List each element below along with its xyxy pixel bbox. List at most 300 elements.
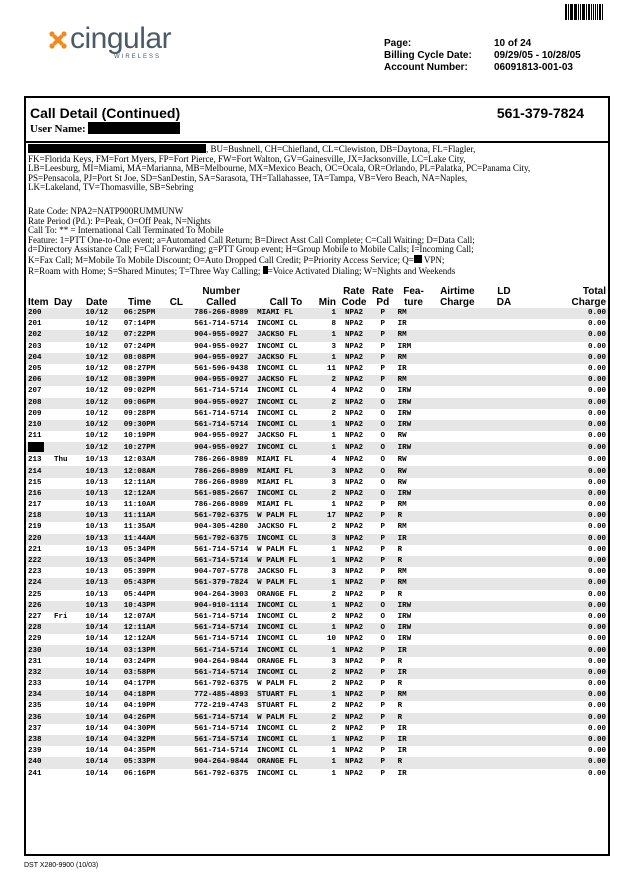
table-row [26, 590, 608, 601]
table-cell: 561-714-5714 [194, 545, 249, 554]
col-rate-pd: Rate Pd [371, 286, 394, 308]
table-cell-empty [165, 409, 187, 420]
col-ld-da: LD DA [496, 286, 512, 308]
table-cell-empty [483, 735, 525, 746]
table-cell-empty [431, 690, 483, 701]
table-cell: MIAMI FL [257, 478, 294, 487]
table-cell: 228 [26, 623, 52, 634]
table-cell: 10/13 [85, 568, 109, 577]
table-cell: 206 [26, 375, 52, 386]
table-cell: P [380, 680, 386, 689]
table-cell: 09:30PM [114, 420, 166, 431]
table-cell-empty [483, 645, 525, 656]
table-cell-empty [483, 364, 525, 375]
table-cell: NPA2 [344, 635, 363, 644]
table-cell: 07:24PM [123, 342, 156, 351]
table-cell: 2 [331, 612, 337, 621]
table-cell: P [380, 568, 386, 577]
table-cell: R [397, 680, 403, 689]
table-row [26, 455, 608, 466]
table-cell: 3 [317, 534, 338, 545]
table-cell: 227 [28, 612, 42, 621]
table-cell: 3 [331, 478, 337, 487]
table-cell: NPA2 [338, 420, 370, 431]
table-cell-empty [483, 319, 525, 330]
table-cell [52, 701, 80, 712]
table-cell: NPA2 [338, 511, 370, 522]
table-cell: IR [396, 534, 432, 545]
table-cell: 04:19PM [123, 702, 156, 711]
table-cell: 10/12 [85, 365, 109, 374]
table-cell: 07:22PM [114, 330, 166, 341]
table-cell: 12:07AM [123, 612, 156, 621]
table-cell: 10/12 [85, 387, 109, 396]
table-cell: 221 [28, 545, 42, 554]
table-row [26, 623, 608, 634]
table-cell-empty [165, 634, 187, 645]
table-cell-empty [431, 668, 483, 679]
table-cell-empty [483, 522, 525, 533]
table-cell [52, 420, 80, 431]
table-cell: MIAMI FL [257, 501, 294, 510]
table-cell: P [370, 645, 396, 656]
table-cell-empty [165, 578, 187, 589]
table-cell [52, 522, 80, 533]
table-cell: 217 [28, 501, 42, 510]
call-detail-section [24, 96, 610, 856]
table-cell-empty [483, 455, 525, 466]
table-cell: 561-714-5714 [187, 735, 255, 746]
table-cell: 0.00 [525, 420, 608, 431]
table-cell: NPA2 [338, 601, 370, 612]
table-cell [26, 442, 52, 455]
table-cell: 05:34PM [123, 545, 156, 554]
table-cell: 10/13 [85, 523, 109, 532]
table-cell-empty [165, 556, 187, 567]
table-cell: 0.00 [525, 534, 608, 545]
table-cell [52, 679, 80, 690]
table-cell: NPA2 [338, 578, 370, 589]
table-cell: IRW [396, 442, 432, 455]
table-cell: 0.00 [587, 657, 606, 666]
table-cell: 203 [28, 342, 42, 351]
table-cell: 226 [26, 601, 52, 612]
table-cell: INCOMI CL [255, 398, 317, 409]
table-cell: 0.00 [525, 398, 608, 409]
table-cell: RM [397, 568, 407, 577]
table-cell-empty [483, 545, 525, 556]
table-cell: 205 [28, 365, 42, 374]
table-cell [52, 556, 80, 567]
table-cell-empty [431, 420, 483, 431]
table-cell-empty [165, 601, 187, 612]
table-row [26, 308, 608, 319]
table-cell [52, 409, 80, 420]
table-cell: Fri [53, 612, 68, 621]
table-cell: NPA2 [338, 534, 370, 545]
feature-line-1: Feature: 1=PTT One-to-One event; a=Automated Call Return; B=Direct Asst Call Complete; C=Call Waiting; D=Data Call; [28, 234, 475, 245]
table-cell-empty [165, 398, 187, 409]
table-cell: NPA2 [344, 409, 363, 418]
table-cell: 213 [28, 456, 42, 465]
table-cell [52, 308, 80, 319]
table-cell: 3 [317, 466, 338, 477]
table-cell: P [380, 747, 386, 756]
table-cell: 05:44PM [123, 590, 156, 599]
col-cl: CL [169, 297, 184, 308]
barcode [565, 4, 603, 20]
table-cell: NPA2 [338, 645, 370, 656]
col-day: Day [53, 297, 73, 308]
table-cell-empty [165, 375, 187, 386]
table-cell: 10:19PM [123, 432, 156, 441]
table-cell: R [397, 590, 403, 599]
table-row [26, 511, 608, 522]
table-cell: 223 [28, 568, 42, 577]
table-cell: 561-714-5714 [187, 713, 255, 724]
table-cell: 10/14 [85, 635, 109, 644]
table-cell: P [370, 757, 396, 768]
table-cell-empty [431, 534, 483, 545]
table-cell: IRW [396, 489, 432, 500]
table-row [26, 757, 608, 768]
table-cell: 1 [317, 420, 338, 431]
table-cell-empty [165, 431, 187, 442]
table-cell [52, 442, 80, 455]
table-cell: IRW [396, 601, 432, 612]
table-cell: 0.00 [587, 769, 606, 778]
table-cell: 219 [28, 523, 42, 532]
table-cell: 904-264-9844 [187, 757, 255, 768]
table-cell: IR [397, 320, 407, 329]
table-cell: RM [396, 308, 432, 319]
table-cell-empty [165, 420, 187, 431]
table-cell: 0.00 [525, 601, 608, 612]
table-cell: 2 [317, 713, 338, 724]
table-cell: 1 [331, 432, 337, 441]
table-cell: 12:12AM [123, 635, 156, 644]
table-cell: 210 [26, 420, 52, 431]
table-row [26, 330, 608, 341]
table-cell: 202 [26, 330, 52, 341]
table-cell-empty [165, 386, 187, 397]
table-cell: P [370, 534, 396, 545]
table-cell: 216 [26, 489, 52, 500]
table-cell: 0.00 [525, 668, 608, 679]
table-cell: INCOMI CL [257, 635, 298, 644]
table-cell-empty [431, 679, 483, 690]
table-cell: NPA2 [338, 353, 370, 364]
table-cell [52, 511, 80, 522]
table-cell: O [380, 478, 386, 487]
table-cell: O [380, 387, 386, 396]
table-cell: 2 [331, 702, 337, 711]
table-cell: 12:03AM [123, 456, 156, 465]
table-cell-empty [483, 713, 525, 724]
table-cell-empty [483, 623, 525, 634]
table-cell: 10/14 [80, 713, 114, 724]
redacted-user-name [88, 122, 180, 134]
phone-number: 561-379-7824 [496, 105, 584, 121]
table-cell: O [380, 456, 386, 465]
table-cell-empty [483, 590, 525, 601]
col-total: Total Charge [571, 286, 606, 308]
table-cell: RM [396, 578, 432, 589]
table-cell: 0.00 [525, 330, 608, 341]
table-cell: 224 [26, 578, 52, 589]
table-cell: 10/13 [80, 466, 114, 477]
table-cell: 10/13 [85, 545, 109, 554]
table-cell: 561-985-2667 [187, 489, 255, 500]
table-cell: 786-266-8989 [194, 456, 249, 465]
user-name-row [30, 122, 180, 135]
table-cell-empty [483, 634, 525, 645]
table-cell: 4 [331, 387, 337, 396]
table-row [26, 690, 608, 701]
table-cell: 561-792-6375 [194, 769, 249, 778]
table-cell: 904-955-0927 [187, 398, 255, 409]
table-cell: R [397, 657, 403, 666]
table-cell: 11:11AM [114, 511, 166, 522]
table-row [26, 431, 608, 442]
table-cell-empty [431, 478, 483, 489]
table-cell: 09:28PM [123, 409, 156, 418]
table-cell: 1 [317, 556, 338, 567]
table-cell: NPA2 [338, 330, 370, 341]
table-cell: NPA2 [338, 489, 370, 500]
table-cell-empty [165, 534, 187, 545]
table-cell: 1 [317, 690, 338, 701]
table-row [26, 724, 608, 735]
table-cell-empty [431, 701, 483, 712]
table-cell: 561-792-6375 [187, 534, 255, 545]
table-cell: ORANGE FL [257, 657, 298, 666]
table-cell: IR [397, 769, 407, 778]
table-cell: 3 [331, 657, 337, 666]
table-row [26, 442, 608, 455]
table-cell: P [370, 735, 396, 746]
table-cell: 1 [317, 308, 338, 319]
table-cell-empty [483, 511, 525, 522]
table-cell: 0.00 [587, 320, 606, 329]
table-cell-empty [165, 623, 187, 634]
table-cell: 10/12 [80, 308, 114, 319]
table-cell: 0.00 [587, 702, 606, 711]
table-cell: 12:11AM [114, 623, 166, 634]
table-cell [52, 668, 80, 679]
table-cell: RM [396, 690, 432, 701]
table-cell-empty [483, 489, 525, 500]
table-cell: 1 [317, 623, 338, 634]
table-cell: 05:33PM [114, 757, 166, 768]
table-cell: P [370, 330, 396, 341]
cities-line-1: , BU=Bushnell, CH=Chiefland, CL=Clewiston, DB=Daytona, FL=Flagler, [206, 144, 476, 154]
table-cell-empty [483, 657, 525, 668]
table-row [26, 769, 608, 780]
table-cell [52, 645, 80, 656]
table-cell-empty [431, 409, 483, 420]
table-cell: 0.00 [525, 623, 608, 634]
table-cell: 10/13 [85, 456, 109, 465]
table-cell: W PALM FL [257, 680, 298, 689]
table-row [26, 601, 608, 612]
table-cell-empty [165, 330, 187, 341]
table-cell: Thu [53, 456, 68, 465]
table-cell: 2 [317, 375, 338, 386]
table-cell: 904-955-0927 [187, 353, 255, 364]
table-cell [52, 746, 80, 757]
table-row [26, 478, 608, 489]
table-row [26, 612, 608, 623]
table-cell: NPA2 [344, 478, 363, 487]
table-cell [52, 319, 80, 330]
cities-line-3: LB=Leesburg, MI=Miami, MA=Marianna, MB=Melbourne, MX=Mexico Beach, OC=Ocala, OR=Orlando, PL=Palatka, PC=Panama City, [28, 163, 531, 174]
table-cell: RM [397, 523, 407, 532]
table-cell: 10/12 [85, 409, 109, 418]
table-cell: R [396, 757, 432, 768]
table-cell: 10/12 [85, 320, 109, 329]
table-cell-empty [431, 623, 483, 634]
table-cell: 3 [331, 342, 337, 351]
table-cell: 06:25PM [114, 308, 166, 319]
table-cell-empty [431, 601, 483, 612]
table-cell: 0.00 [587, 635, 606, 644]
table-cell-empty [165, 679, 187, 690]
table-row [26, 634, 608, 645]
table-cell: 561-714-5714 [194, 320, 249, 329]
table-cell: 786-266-8989 [194, 501, 249, 510]
table-cell-empty [431, 657, 483, 668]
table-cell: 2 [317, 398, 338, 409]
table-cell: P [380, 523, 386, 532]
table-cell: 1 [317, 757, 338, 768]
table-row [26, 386, 608, 397]
rate-period-note: Rate Period (Pd.): P=Peak, O=Off Peak, N=Nights [28, 215, 211, 226]
table-cell: 786-266-8989 [187, 308, 255, 319]
table-cell: 11:44AM [114, 534, 166, 545]
table-cell: 207 [28, 387, 42, 396]
table-cell-empty [431, 308, 483, 319]
table-cell: 10/12 [85, 342, 109, 351]
table-cell: 234 [26, 690, 52, 701]
table-cell: 10/14 [85, 747, 109, 756]
table-cell: 0.00 [525, 466, 608, 477]
table-cell-empty [165, 500, 187, 511]
table-cell: 10/13 [80, 511, 114, 522]
table-cell: 17 [317, 511, 338, 522]
table-cell: NPA2 [344, 612, 363, 621]
table-cell [52, 713, 80, 724]
table-cell: 11 [327, 365, 337, 374]
table-cell-empty [431, 375, 483, 386]
table-row [26, 679, 608, 690]
billing-cycle-value: 09/29/05 - 10/28/05 [494, 50, 581, 61]
table-cell: 03:24PM [123, 657, 156, 666]
table-cell-empty [165, 442, 187, 455]
table-cell: INCOMI CL [255, 623, 317, 634]
table-cell: INCOMI CL [255, 645, 317, 656]
table-cell: 561-792-6375 [187, 511, 255, 522]
table-cell: 10/14 [85, 769, 109, 778]
table-cell: IRW [396, 420, 432, 431]
table-cell: INCOMI CL [255, 601, 317, 612]
table-cell: 0.00 [587, 478, 606, 487]
table-cell [52, 567, 80, 578]
table-cell: 04:17PM [123, 680, 156, 689]
table-cell-empty [165, 668, 187, 679]
table-cell: 10/14 [85, 612, 109, 621]
table-cell: IRW [397, 612, 412, 621]
table-cell: 10/14 [85, 702, 109, 711]
table-cell: 10/13 [80, 534, 114, 545]
table-cell-empty [483, 668, 525, 679]
table-cell: 0.00 [587, 523, 606, 532]
table-cell-empty [431, 769, 483, 780]
table-cell [52, 330, 80, 341]
table-cell: RM [396, 375, 432, 386]
table-cell: P [370, 690, 396, 701]
table-cell: 786-266-8989 [194, 478, 249, 487]
table-cell: 904-955-0927 [187, 375, 255, 386]
table-cell: W PALM FL [257, 545, 298, 554]
table-row [26, 567, 608, 578]
table-cell [52, 757, 80, 768]
table-cell-empty [165, 724, 187, 735]
table-cell: O [370, 420, 396, 431]
table-cell-empty [483, 746, 525, 757]
table-cell-empty [165, 455, 187, 466]
table-cell: 04:30PM [123, 724, 156, 733]
col-rate-code: Rate Code [341, 286, 367, 308]
table-cell: 10/13 [85, 478, 109, 487]
table-cell: P [370, 353, 396, 364]
table-cell: 10:43PM [114, 601, 166, 612]
table-cell: NPA2 [344, 568, 363, 577]
table-cell: 239 [28, 747, 42, 756]
table-cell: INCOMI CL [255, 534, 317, 545]
table-cell: 0.00 [587, 568, 606, 577]
table-cell: 904-955-0927 [194, 342, 249, 351]
table-cell: 10/12 [80, 330, 114, 341]
table-cell: 215 [28, 478, 42, 487]
table-cell: 05:39PM [123, 568, 156, 577]
table-cell: 2 [331, 724, 337, 733]
table-cell-empty [431, 746, 483, 757]
feature-line-3: K=Fax Call; M=Mobile To Mobile Discount; O=Auto Dropped Call Credit; P=Priority Access Service; Q= [28, 254, 414, 265]
table-cell: 10/12 [80, 442, 114, 455]
table-cell [52, 431, 80, 442]
table-cell: 04:32PM [114, 735, 166, 746]
table-cell: 2 [317, 668, 338, 679]
table-cell: INCOMI CL [257, 365, 298, 374]
table-cell [52, 478, 80, 489]
table-cell-empty [165, 342, 187, 353]
table-cell-empty [165, 353, 187, 364]
table-cell: P [370, 713, 396, 724]
table-cell: O [380, 432, 386, 441]
table-cell: O [370, 623, 396, 634]
table-cell: O [370, 398, 396, 409]
table-cell [52, 500, 80, 511]
table-cell-empty [431, 386, 483, 397]
table-cell [52, 578, 80, 589]
table-cell: 06:16PM [123, 769, 156, 778]
table-cell: RW [397, 478, 407, 487]
table-cell: NPA2 [338, 398, 370, 409]
table-cell-empty [431, 612, 483, 623]
table-cell: 10/14 [80, 690, 114, 701]
table-cell [52, 601, 80, 612]
